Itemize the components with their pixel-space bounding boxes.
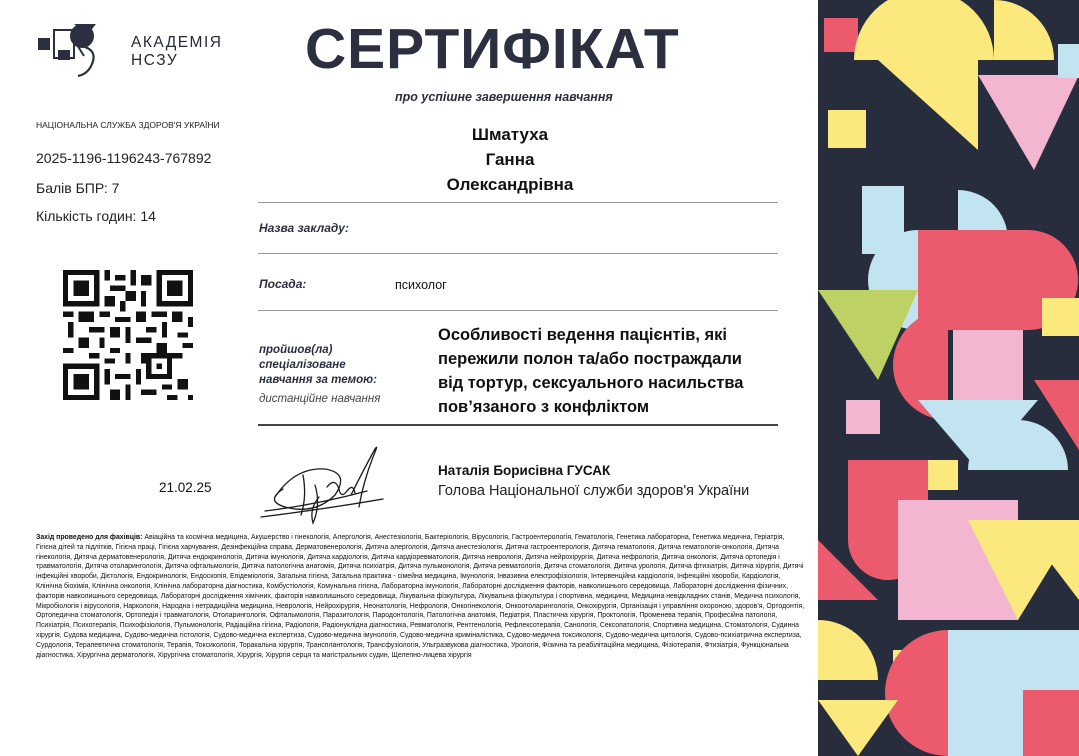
logo-line-2: НСЗУ [131, 52, 179, 69]
academy-logo-icon [38, 20, 128, 82]
qr-code [63, 270, 193, 400]
organization-name: НАЦІОНАЛЬНА СЛУЖБА ЗДОРОВ'Я УКРАЇНИ [36, 120, 220, 130]
recipient-surname: Шматуха [471, 125, 549, 144]
certificate-title: СЕРТИФІКАТ [305, 17, 680, 81]
institution-label: Назва закладу: [259, 221, 349, 235]
training-label [259, 343, 377, 388]
topic-line-1: Особливості ведення пацієнтів, які [438, 326, 727, 344]
certificate-number: 2025-1196-1196243-767892 [36, 150, 212, 166]
divider [258, 310, 778, 311]
training-topic [438, 323, 778, 419]
recipient-name [380, 122, 640, 197]
signer-name: Наталія Борисівна ГУСАК [438, 463, 611, 478]
points-count: Балів БПР: 7 [36, 180, 120, 196]
signature-icon [255, 437, 395, 527]
signer-title: Голова Національної служби здоров'я України [438, 483, 750, 499]
topic-line-3: від тортур, сексуального насильства [438, 374, 744, 392]
certificate-subtitle: про успішне завершення навчання [395, 90, 613, 104]
hours-count: Кількість годин: 14 [36, 208, 156, 224]
recipient-first-name: Ганна [485, 150, 535, 169]
logo-line-1: АКАДЕМІЯ [131, 34, 223, 51]
training-format: дистанційне навчання [259, 393, 381, 405]
specialties-footer [36, 533, 806, 660]
issue-date: 21.02.25 [159, 480, 212, 495]
recipient-patronymic: Олександрівна [446, 175, 574, 194]
training-label-line-3: навчання за темою: [259, 374, 377, 386]
position-label: Посада: [259, 277, 307, 291]
topic-line-2: пережили полон та/або постраждали [438, 350, 742, 368]
divider [258, 253, 778, 254]
nszu-academy-logo [38, 20, 238, 80]
divider [258, 202, 778, 203]
footer-label: Захід проведено для фахівців: [36, 534, 143, 541]
position-value: психолог [395, 278, 447, 292]
logo-text [131, 34, 222, 70]
training-label-line-1: пройшов(ла) [259, 344, 333, 356]
topic-line-4: пов’язаного з конфліктом [438, 398, 650, 416]
decorative-pattern [818, 0, 1079, 756]
divider [258, 424, 778, 426]
training-label-line-2: спеціалізоване [259, 359, 346, 371]
footer-text: Авіаційна та космічна медицина, Акушерство і гінекологія, Алергологія, Анестезіологія, Бактеріологія, Вірусологія, Гастроентерологія, Гематологія, Генетика лабораторна, Генетика медична, Геріатрія, Гігієна дітей та підлітків, Гігієна праці, Гігієна харчування, Дезінфекційна справа, Дерматовенерологія, Дитяча алергологія, Дитяча анестезіологія, Дитяча гастроентерологія, Дитяча гематологія, Дитяча гематологія-онкологія, Дитяча гінекологія, Дитяча дерматовенерологія, Дитяча ендокринологія, Дитяча імунологія, Дитяча кардіологія, Дитяча кардіоревматологія, Дитяча неврологія, Дитяча нейрохірургія, Дитяча нефрологія, Дитяча онкологія, Дитяча ортопедія і травматологія, Дитяча отоларингологія, Дитяча офтальмологія, Дитяча патологічна анатомія, Дитяча психіатрія, Дитяча пульмонологія, Дитяча ревматологія, Дитяча стоматологія, Дитяча урологія, Дитяча фтизіатрія, Дитяча хірургія, Дитячі інфекційні хвороби, Дієтологія, Ендокринологія, Ендоскопія, Епідеміологія, Загальна гігієна, Загальна практика - сімейна медицина, Імунологія, Інвазивна електрофізіологія, Інтервенційна кардіологія, Інфекційні хвороби, Кардіологія, Клінічна біохімія, Клінічна онкологія, Клінічна лабораторна діагностика, Комбустіологія, Комунальна гігієна, Лабораторна імунологія, Лабораторні дослідження факторів, навколишнього середовища, Лабораторні дослідження фізичних, факторів навколишнього середовища, Лабораторні дослідження хімічних, факторів навколишнього середовища, Лікувальна фізкультура, Лікувальна фізкультура і спортивна, медицина, Медицина невідкладних станів, Медична психологія, Мікробіологія і вірусологія, Наркологія, Народна і нетрадиційна медицина, Неврологія, Нейрохірургія, Неонатологія, Нефрологія, Онкогінекологія, Онкоотоларингологія, Онкохірургія, Організація і управління охороною, здоров’я, Ортодонтія, Ортопедична стоматологія, Ортопедія і травматологія, Отоларингологія, Офтальмологія, Паразитологія, Пародонтологія, Патологічна анатомія, Педіатрія, Пластична хірургія, Проктологія, Променева терапія, Професійна патологія, Психіатрія, Психотерапія, Психофізіологія, Пульмонологія, Радіаційна гігієна, Радіологія, Радіонуклідна діагностика, Ревматологія, Рентгенологія, Рефлексотерапія, Санологія, Сексопатологія, Спортивна медицина, Стоматологія, Судинна хірургія, Судова медицина, Судово-медична гістологія, Судово-медична експертиза, Судово-медична імунологія, Судово-медична криміналістика, Судово-медична токсикологія, Судово-медична цитологія, Судово-психіатрична експертиза, Сурдологія, Терапевтична стоматологія, Терапія, Токсикологія, Торакальна хірургія, Трансплантологія, Трансфузіологія, Ультразвукова діагностика, Урологія, Фізична та реабілітаційна медицина, Фізіотерапія, Фтизіатрія, Функціональна діагностика, Хірургічна дерматологія, Хірургічна стоматологія, Хірургія, Хірургія серця та магістральних судин, Щелепно-лицева хірургія [36, 534, 805, 659]
